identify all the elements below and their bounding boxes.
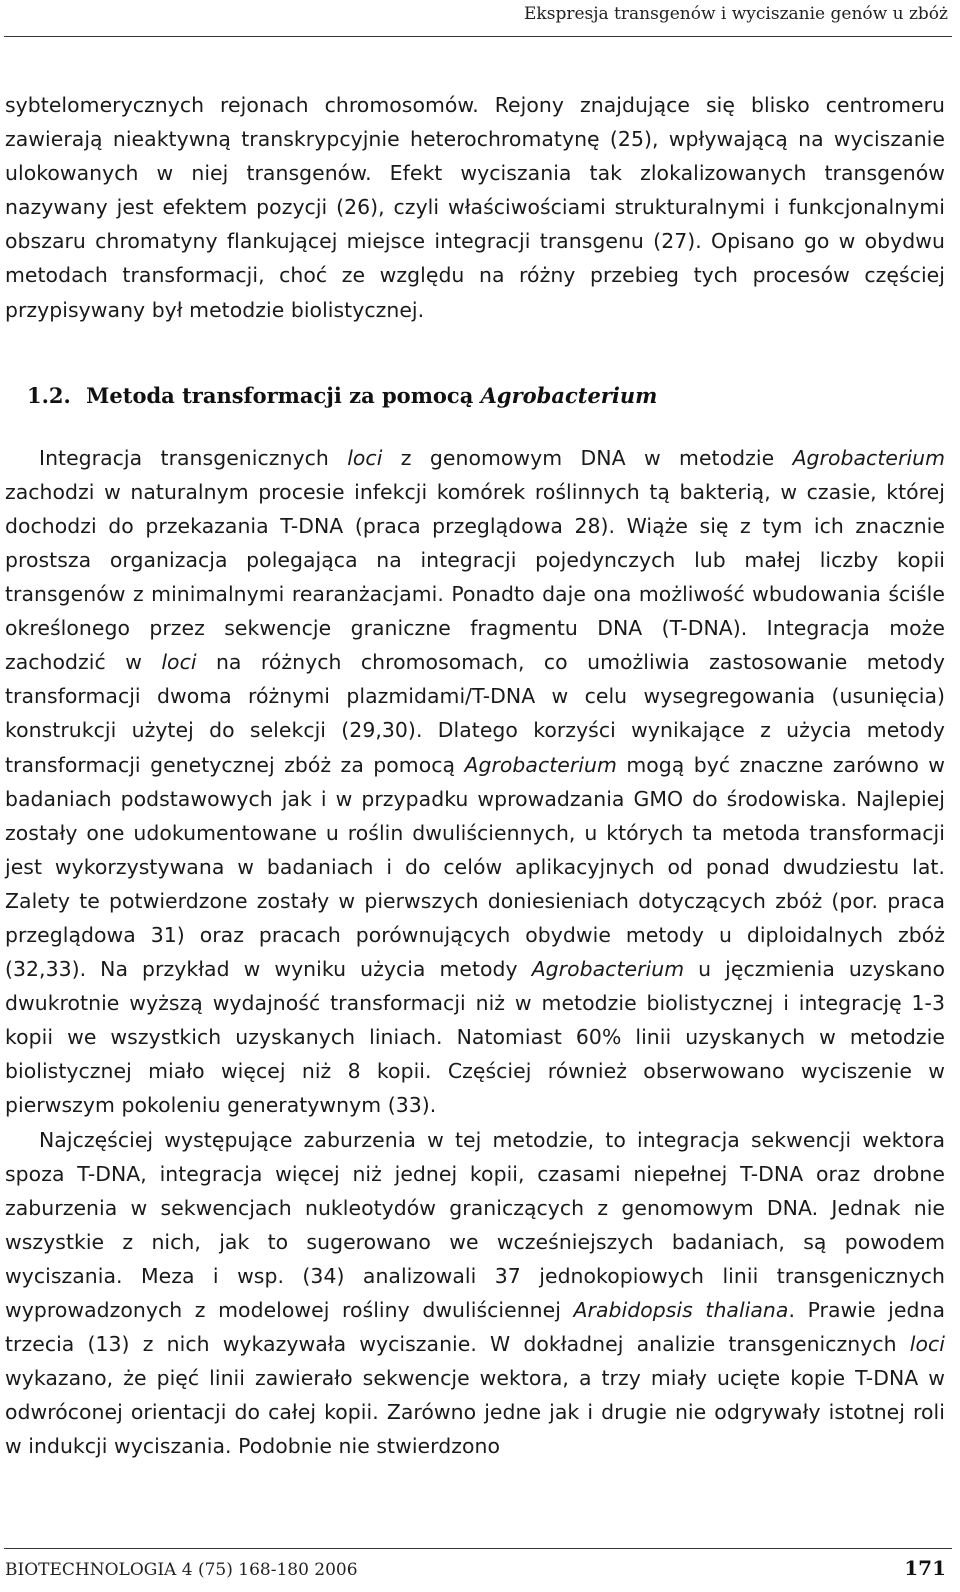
italic-term: loci [161,650,197,675]
section-title: Metoda transformacji za pomocą [86,382,474,408]
text-run: wykazano, że pięć linii zawierało sekwencje wektora, a trzy miały ucięte kopie T-DNA w odwróconej orientacji do całej kopii. Zarówno jedne jak i drugie nie odgrywały istotnej roli w indukcji wyciszania. Podobnie nie stwierdzono [5,1366,945,1459]
section-title-italic: Agrobacterium [480,382,658,408]
text-run: u jęczmienia uzyskano dwukrotnie wyższą wydajność transformacji niż w metodzie biolistycznej i integrację 1-3 kopii we wszystkich uzyskanych liniach. Natomiast 60% linii uzyskanych w metodzie biolistycznej miało więcej niż 8 kopii. Częściej również obserwowano wyciszenie w pierwszym pokoleniu generatywnym (33). [5,957,945,1118]
footer-divider [4,1548,952,1549]
text-run: z genomowym DNA w metodzie [382,445,793,470]
text-run: na różnych chromosomach, co umożliwia zastosowanie metody transformacji dwoma różnymi plazmidami/T-DNA w celu wysegregowania (usunięcia) konstrukcji użytej do selekcji (29,30). Dlatego korzyści wynikające z użycia metody transformacji genetycznej zbóż za pomocą [5,650,945,777]
italic-term: loci [909,1332,945,1357]
page-number: 171 [904,1556,946,1580]
paragraph-integration [5,441,945,1123]
running-head: Ekspresja transgenów i wyciszanie genów u zbóż [524,4,948,24]
section-number: 1.2. [27,382,71,408]
paragraph-disturbances [5,1123,945,1464]
journal-citation: BIOTECHNOLOGIA 4 (75) 168-180 2006 [5,1560,358,1580]
italic-term: Arabidopsis thaliana [573,1298,789,1322]
text-run: Integracja transgenicznych [39,445,348,470]
text-run: zachodzi w naturalnym procesie infekcji komórek roślinnych tą bakterią, w czasie, której dochodzi do przekazania T-DNA (praca przeglądowa 28). Wiąże się z tym ich znacznie prostsza organizacja polegająca na integracji pojedynczych lub małej liczby kopii transgenów z minimalnymi rearanżacjami. Ponadto daje ona możliwość wbudowania ściśle określonego przez sekwencje graniczne fragmentu DNA (T-DNA). Integracja może zachodzić w [5,479,945,675]
text-run: mogą być znaczne zarówno w badaniach podstawowych jak i w przypadku wprowadzania GMO do środowiska. Najlepiej zostały one udokumentowane u roślin dwuliściennych, u których ta metoda transformacji jest wykorzystywana w badaniach i do celów aplikacyjnych od ponad dwudziestu lat. Zalety te potwierdzone zostały w pierwszych doniesieniach dotyczących zbóż (por. praca przeglądowa 31) oraz pracach porównujących obydwie metody u diploidalnych zbóż (32,33). Na przykład w wyniku użycia metody [5,752,946,982]
italic-term: loci [347,445,383,470]
body-text [5,88,945,1463]
text-run: . Prawie jedna trzecia (13) z nich wykazywała wyciszanie. W dokładnej analizie transgenicznych [5,1298,945,1357]
italic-term: Agrobacterium [531,957,685,982]
paragraph-continuation: sybtelomerycznych rejonach chromosomów. Rejony znajdujące się blisko centromeru zawierają nieaktywną transkrypcyjnie heterochromatynę (25), wpływającą na wyciszanie ulokowanych w niej transgenów. Efekt wyciszania tak zlokalizowanych transgenów nazywany jest efektem pozycji (26), czyli właściwościami strukturalnymi i funkcjonalnymi obszaru chromatyny flankującej miejsce integracji transgenu (27). Opisano go w obydwu metodach transformacji, choć ze względu na różny przebieg tych procesów częściej przypisywany był metodzie biolistycznej. [5,93,945,322]
italic-term: Agrobacterium [792,445,945,470]
header-divider [4,36,952,37]
section-heading [5,379,945,413]
text-run: Najczęściej występujące zaburzenia w tej metodzie, to integracja sekwencji wektora spoza T-DNA, integracja więcej niż jednej kopii, czasami niepełnej T-DNA oraz drobne zaburzenia w sekwencjach nukleotydów graniczących z genomowym DNA. Jednak nie wszystkie z nich, jak to sugerowano we wcześniejszych badaniach, są powodem wyciszania. Meza i wsp. (34) analizowali 37 jednokopiowych linii transgenicznych wyprowadzonych z modelowej rośliny dwuliściennej [5,1127,945,1322]
italic-term: Agrobacterium [464,752,617,777]
